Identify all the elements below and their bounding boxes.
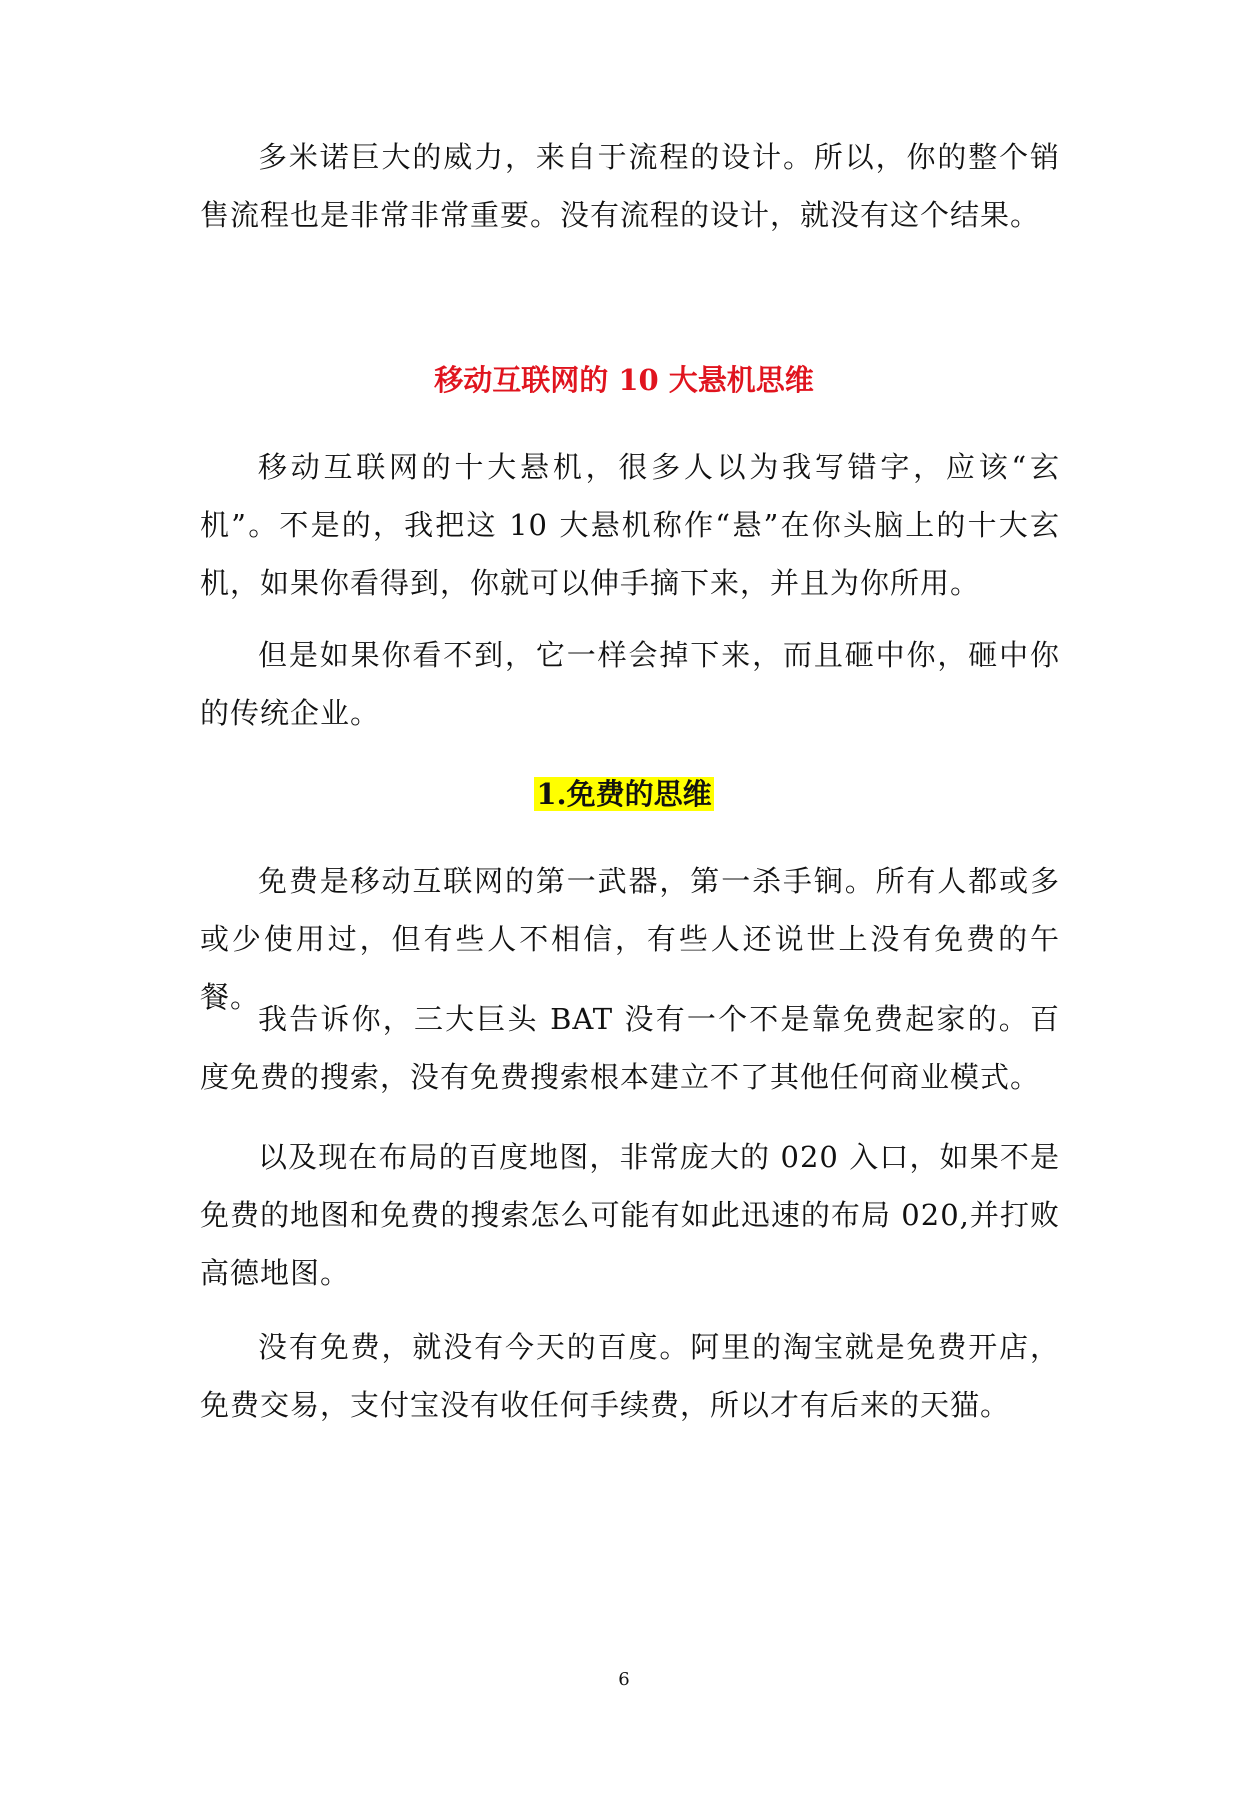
paragraph-baidu-map: 以及现在布局的百度地图，非常庞大的 020 入口，如果不是免费的地图和免费的搜索怎么可能有如此迅速的布局 020,并打败高德地图。 — [200, 1140, 1060, 1290]
section-title: 移动互联网的 10 大悬机思维 — [434, 363, 814, 397]
subsection-title — [0, 774, 1248, 814]
paragraph-ten-mysteries-intro: 移动互联网的十大悬机，很多人以为我写错字，应该“玄机”。不是的，我把这 10 大悬机称作“悬”在你头脑上的十大玄机，如果你看得到，你就可以伸手摘下来，并且为你所用。 — [200, 450, 1060, 600]
page-number: 6 — [618, 1669, 630, 1690]
subsection-title-text: 1.免费的思维 — [536, 777, 712, 811]
paragraph-taobao-free: 没有免费，就没有今天的百度。阿里的淘宝就是免费开店，免费交易，支付宝没有收任何手续费，所以才有后来的天猫。 — [200, 1330, 1060, 1422]
paragraph-domino-process: 多米诺巨大的威力，来自于流程的设计。所以，你的整个销售流程也是非常非常重要。没有流程的设计，就没有这个结果。 — [200, 140, 1060, 232]
paragraph-bat-free: 我告诉你，三大巨头 BAT 没有一个不是靠免费起家的。百度免费的搜索，没有免费搜索根本建立不了其他任何商业模式。 — [200, 1002, 1060, 1094]
paragraph-falling-warning: 但是如果你看不到，它一样会掉下来，而且砸中你，砸中你的传统企业。 — [200, 638, 1060, 730]
paragraph-free-weapon: 免费是移动互联网的第一武器，第一杀手锏。所有人都或多或少使用过，但有些人不相信，有些人还说世上没有免费的午餐。 — [200, 864, 1060, 1014]
